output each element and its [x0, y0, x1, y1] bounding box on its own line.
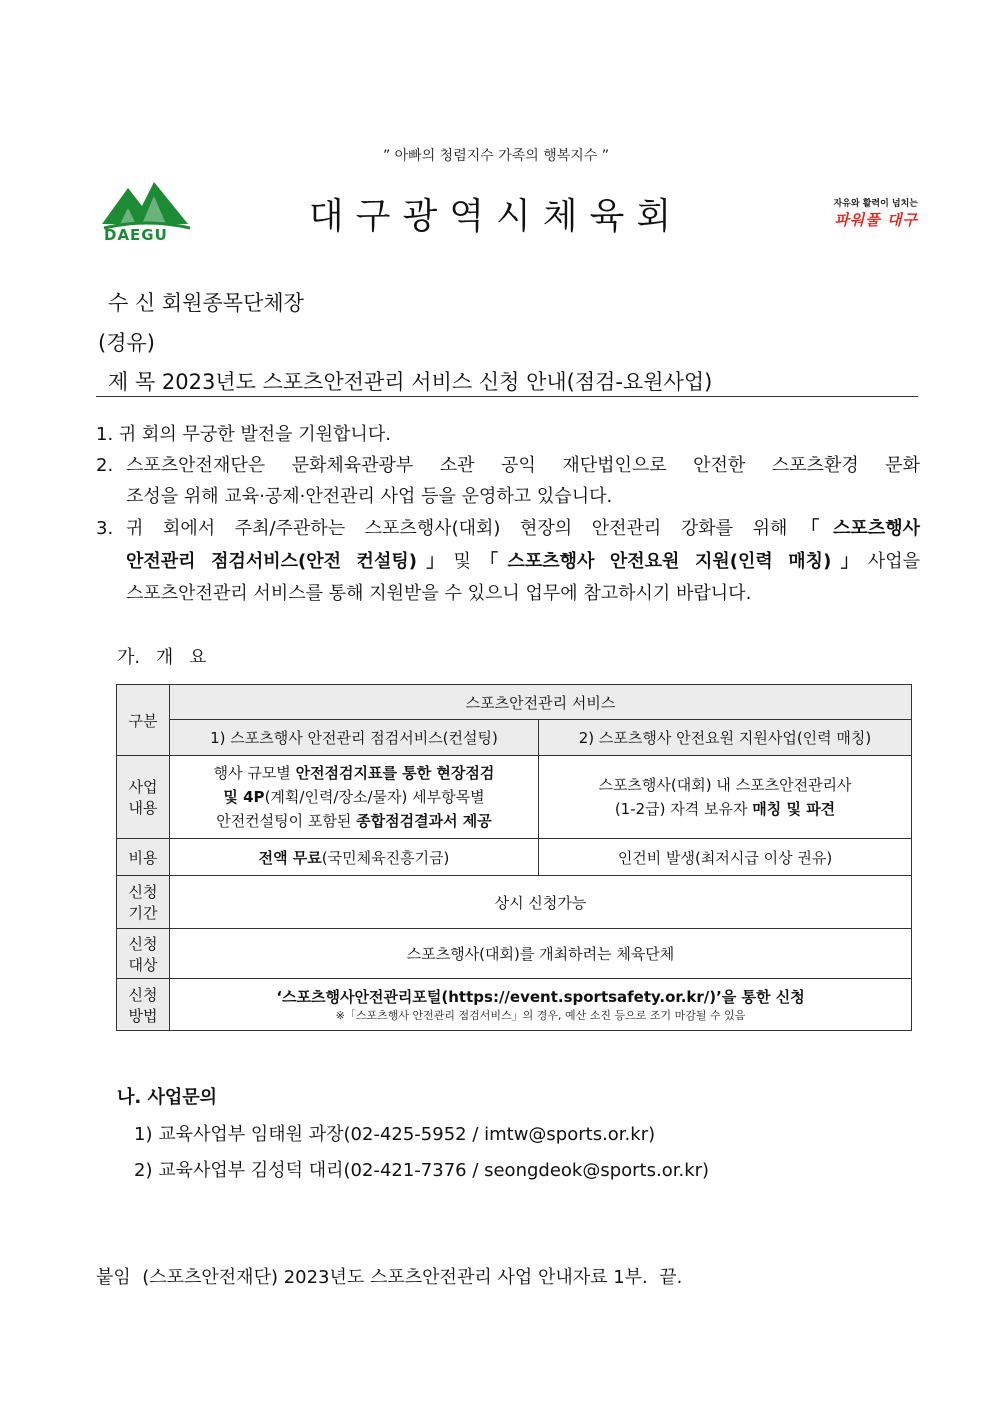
section-b-title: 나. 사업문의 — [117, 1087, 218, 1108]
paragraph-2-line-1: 스포츠안전재단은 문화체육관광부 소관 공익 재단법인으로 안전한 스포츠환경 문화 — [126, 455, 920, 476]
row-label-period: 신청 기간 — [117, 876, 170, 929]
application-method-note: ※「스포츠행사 안전관리 점검서비스」의 경우, 예산 소진 등으로 조기 마감될 수 있음 — [335, 1009, 746, 1022]
row-label-content: 사업 내용 — [117, 756, 170, 839]
paragraph-3-line-1 — [126, 513, 920, 544]
subject-line: 제 목 2023년도 스포츠안전관리 서비스 신청 안내(점검-요원사업) — [108, 370, 713, 394]
via-line: (경유) — [98, 331, 155, 355]
paragraph-3-text-b: 「스포츠행사 — [787, 518, 920, 539]
org-title: 대구광역시체육회 — [308, 196, 684, 237]
paragraph-3-text-f: 사업을 — [867, 551, 921, 572]
paragraph-3-line-3: 스포츠안전관리 서비스를 통해 지원받을 수 있으니 업무에 참고하시기 바랍니다. — [126, 583, 752, 604]
category-header: 구분 — [117, 685, 170, 756]
paragraph-3-text-c: 안전관리 점검서비스(안전 컨설팅)」 — [126, 551, 454, 572]
service-2-cost: 인건비 발생(최저시급 이상 권유) — [539, 839, 912, 876]
table-header-row — [117, 685, 912, 720]
service-group-header: 스포츠안전관리 서비스 — [170, 685, 912, 720]
recipient-line: 수 신 회원종목단체장 — [108, 291, 304, 315]
application-method — [170, 979, 912, 1031]
overview-table — [116, 684, 912, 1031]
logo-tagline: 자유와 활력이 넘치는 — [833, 199, 918, 209]
application-method-text: ‘스포츠행사안전관리포털(https://event.sportsafety.or.kr/)’을 통한 신청 — [276, 988, 805, 1006]
table-row — [117, 839, 912, 876]
table-row — [117, 876, 912, 929]
service-2-content: 스포츠행사(대회) 내 스포츠안전관리사 (1-2급) 자격 보유자 매칭 및 파견 — [539, 756, 912, 839]
table-subheader-row — [117, 720, 912, 756]
paragraph-2-number: 2. — [96, 455, 114, 476]
paragraph-3-text-d: 및 — [453, 551, 471, 572]
table-row — [117, 979, 912, 1031]
section-a-title: 가. 개 요 — [117, 647, 207, 668]
paragraph-3-number: 3. — [96, 518, 114, 539]
row-label-target: 신청 대상 — [117, 929, 170, 979]
contact-item-1: 1) 교육사업부 임태원 과장(02-425-5952 / imtw@sports.or.kr) — [134, 1124, 656, 1145]
service-1-cost: 전액 무료(국민체육진흥기금) — [170, 839, 539, 876]
attachment-line: 붙임 (스포츠안전재단) 2023년도 스포츠안전관리 사업 안내자료 1부. 끝. — [96, 1267, 683, 1288]
divider — [96, 396, 918, 397]
application-target: 스포츠행사(대회)를 개최하려는 체육단체 — [170, 929, 912, 979]
paragraph-3-text-a: 귀 회에서 주최/주관하는 스포츠행사(대회) 현장의 안전관리 강화를 위해 — [126, 518, 788, 539]
application-period: 상시 신청가능 — [170, 876, 912, 929]
contact-item-2: 2) 교육사업부 김성덕 대리(02-421-7376 / seongdeok@sports.or.kr) — [134, 1160, 710, 1181]
row-label-method: 신청 방법 — [117, 979, 170, 1031]
logo-text: DAEGU — [104, 226, 168, 244]
paragraph-3-text-e: 「스포츠행사 안전요원 지원(인력 매칭)」 — [470, 551, 868, 572]
table-row — [117, 929, 912, 979]
paragraph-1: 1. 귀 회의 무궁한 발전을 기원합니다. — [96, 424, 391, 445]
slogan: ” 아빠의 청렴지수 가족의 행복지수 ” — [382, 148, 610, 164]
logo-brand: 파워풀 대구 — [834, 211, 918, 229]
row-label-cost: 비용 — [117, 839, 170, 876]
paragraph-2-line-2: 조성을 위해 교육·공제·안전관리 사업 등을 운영하고 있습니다. — [126, 486, 613, 507]
table-row — [117, 756, 912, 839]
service-2-header: 2) 스포츠행사 안전요원 지원사업(인력 매칭) — [539, 720, 912, 756]
paragraph-3-line-2 — [126, 546, 920, 577]
powerful-daegu-logo — [822, 196, 918, 230]
service-1-content: 행사 규모별 안전점검지표를 통한 현장점검 및 4P(계획/인력/장소/물자) 세부항목별 안전컨설팅이 포함된 종합점검결과서 제공 — [170, 756, 539, 839]
service-1-header: 1) 스포츠행사 안전관리 점검서비스(컨설팅) — [170, 720, 539, 756]
